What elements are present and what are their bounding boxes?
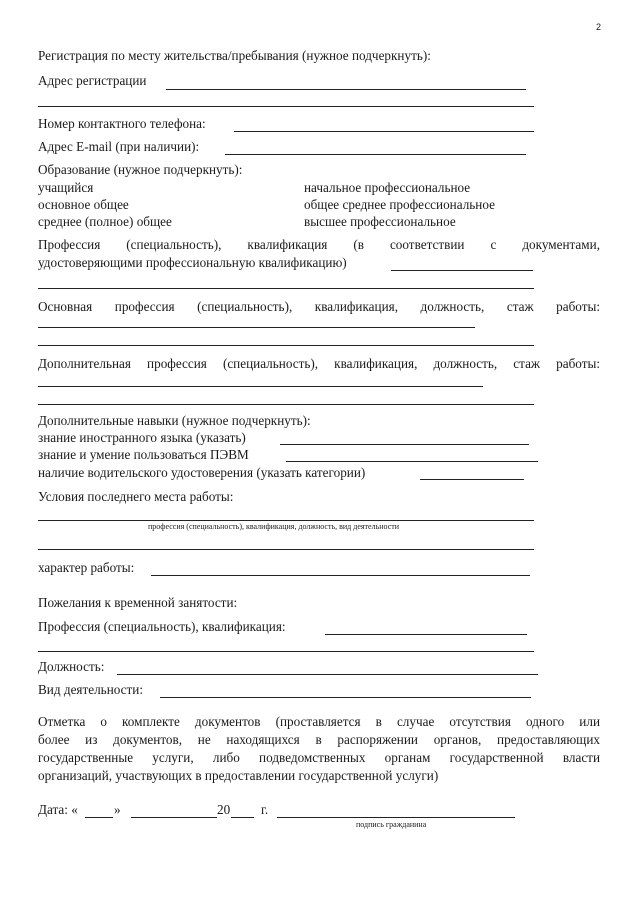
education-option-initial-professional[interactable]: начальное профессиональное [304,180,471,195]
activity-label: Вид деятельности: [38,682,144,697]
foreign-language-field[interactable] [280,444,529,445]
email-label: Адрес E-mail (при наличии): [38,139,200,154]
temp-profession-field-line2[interactable] [38,651,534,652]
profession-label-line2: удостоверяющими профессиональную квалификацию) [38,255,347,270]
position-label: Должность: [38,659,105,674]
profession-label-line1: Профессия (специальность), квалификация (в соответствии с документами, [38,237,600,252]
education-option-basic-general[interactable]: основное общее [38,197,129,212]
year-suffix: г. [261,802,269,817]
additional-profession-field[interactable] [38,386,483,387]
date-month-field[interactable] [131,817,217,818]
profession-field[interactable] [391,270,533,271]
registration-address-field-line2[interactable] [38,106,534,107]
position-field[interactable] [117,674,538,675]
date-year-field[interactable] [231,817,254,818]
driver-license-field[interactable] [420,479,524,480]
additional-profession-label: Дополнительная профессия (специальность), квалификация, должность, стаж работы: [38,356,600,371]
education-option-higher-professional[interactable]: высшее профессиональное [304,214,456,229]
work-character-field[interactable] [151,575,530,576]
activity-field[interactable] [160,697,531,698]
email-field[interactable] [225,154,526,155]
education-option-secondary-professional[interactable]: общее среднее профессиональное [304,197,495,212]
additional-profession-field-line2[interactable] [38,404,534,405]
education-option-secondary-full-general[interactable]: среднее (полное) общее [38,214,172,229]
registration-address-field[interactable] [166,89,526,90]
last-job-field-line2[interactable] [38,549,534,550]
date-label: Дата: « [38,802,78,817]
driver-license-label[interactable]: наличие водительского удостоверения (указать категории) [38,465,366,480]
education-heading: Образование (нужное подчеркнуть): [38,162,243,177]
signature-caption: подпись гражданина [356,820,427,829]
year-prefix: 20 [217,802,231,817]
last-job-field[interactable] [38,520,534,521]
page-number: 2 [596,22,602,32]
documents-note-line4: организаций, участвующих в предоставлении государственной услуги) [38,768,439,783]
computer-skills-field[interactable] [286,461,538,462]
profession-field-line2[interactable] [38,288,534,289]
last-job-heading: Условия последнего места работы: [38,489,234,504]
temp-employment-heading: Пожелания к временной занятости: [38,595,238,610]
signature-field[interactable] [277,817,515,818]
documents-note-line1: Отметка о комплекте документов (проставляется в случае отсутствия одного или [38,714,600,729]
work-character-label: характер работы: [38,560,135,575]
registration-heading: Регистрация по месту жительства/пребывания (нужное подчеркнуть): [38,48,431,63]
skills-heading: Дополнительные навыки (нужное подчеркнуть): [38,413,311,428]
main-profession-label: Основная профессия (специальность), квалификация, должность, стаж работы: [38,299,600,314]
registration-address-label: Адрес регистрации [38,73,147,88]
foreign-language-label[interactable]: знание иностранного языка (указать) [38,430,246,445]
phone-label: Номер контактного телефона: [38,116,206,131]
date-day-field[interactable] [85,817,113,818]
main-profession-field[interactable] [38,327,475,328]
main-profession-field-line2[interactable] [38,345,534,346]
phone-field[interactable] [234,131,534,132]
temp-profession-field[interactable] [325,634,527,635]
documents-note-line2: более из документов, не находящихся в распоряжении органов, предоставляющих [38,732,600,747]
computer-skills-label[interactable]: знание и умение пользоваться ПЭВМ [38,447,249,462]
education-option-student[interactable]: учащийся [38,180,94,195]
documents-note-line3: государственные услуги, либо подведомственных органам государственной власти [38,750,600,765]
temp-profession-label: Профессия (специальность), квалификация: [38,619,286,634]
date-close-quote: » [114,802,121,817]
last-job-field-caption: профессия (специальность), квалификация, должность, вид деятельности [148,522,400,531]
